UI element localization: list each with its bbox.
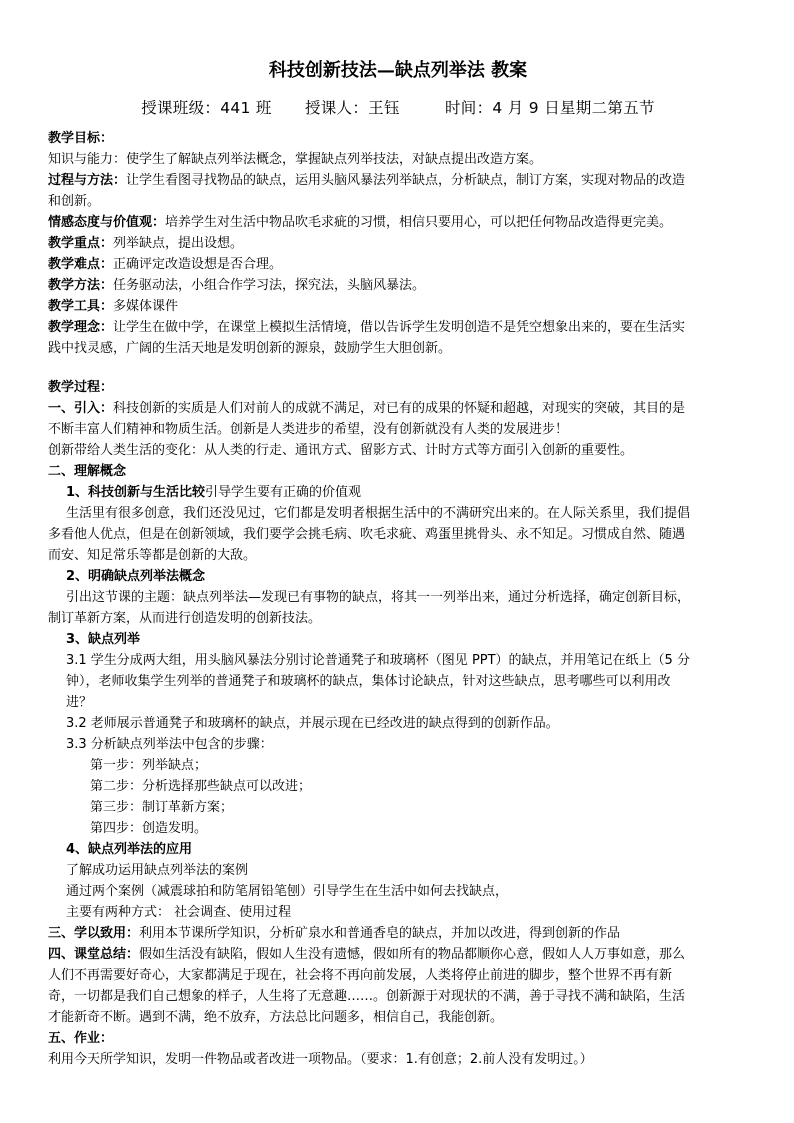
focus-text: 列举缺点，提出设想。 [113, 236, 244, 251]
time-info: 时间：4 月 9 日星期二第五节 [444, 99, 655, 117]
concept-heading: 二、理解概念 [48, 464, 127, 479]
apply-label: 三、学以致用： [48, 926, 140, 941]
section-3-1-cont: 钟），老师收集学生列举的普通凳子和玻璃杯的缺点，集体讨论缺点，针对这些缺点，思考哪些可以利用改 [66, 674, 671, 689]
summary-cont2: 奇，一切都是我们自己想象的样子，人生将了无意趣……。创新源于对现状的不满，善于寻找不满和缺陷，生活 [48, 989, 686, 1004]
tool [48, 296, 748, 317]
goal-emotion-text: 培养学生对生活中物品吹毛求疵的习惯，相信只要用心，可以把任何物品改造得更完美。 [165, 215, 673, 230]
homework-heading: 五、作业： [48, 1031, 114, 1046]
focus-label: 教学重点： [48, 236, 114, 251]
section-3-3: 3.3 分析缺点列举法中包含的步骤： [66, 737, 273, 752]
section-1-text: 引导学生要有正确的价值观 [205, 485, 362, 500]
goals-heading: 教学目标： [48, 131, 114, 146]
summary-cont: 人们不再需要好奇心，大家都满足于现在，社会将不再向前发展，人类将停止前进的脚步，整个世界不再有新 [48, 968, 673, 983]
intro-cont: 不断丰富人们精神和物质生活。创新是人类进步的希望，没有创新就没有人类的发展进步！ [48, 422, 569, 437]
section-4-label: 4、缺点列举法的应用 [66, 842, 193, 857]
goal-process [48, 170, 748, 191]
goal-emotion-label: 情感态度与价值观： [48, 215, 166, 230]
section-3-1: 3.1 学生分成两大组，用头脑风暴法分别讨论普通凳子和玻璃杯（图见 PPT）的缺点，并用笔记在纸上（5 分 [66, 653, 690, 668]
apply-text: 利用本节课所学知识，分析矿泉水和普通香皂的缺点，并加以改进，得到创新的作品 [139, 926, 621, 941]
step-item: 第一步：列举缺点； [90, 758, 208, 773]
idea-text: 让学生在做中学，在课堂上模拟生活情境，借以告诉学生发明创造不是凭空想象出来的，要在生活实 [113, 320, 686, 335]
section-1-para-3: 而安、知足常乐等都是创新的大敌。 [48, 548, 257, 563]
page-title: 科技创新技法—缺点列举法 教案 [268, 60, 528, 81]
section-3-label: 3、缺点列举 [66, 632, 141, 647]
class-info: 授课班级：441 班 [141, 99, 272, 117]
summary [48, 944, 748, 965]
intro [48, 398, 748, 419]
difficulty [48, 254, 748, 275]
section-4-para-3: 主要有两种方式： 社会调查、使用过程 [66, 905, 292, 920]
idea-cont: 践中找灵感，广阔的生活天地是发明创新的源泉，鼓励学生大胆创新。 [48, 341, 452, 356]
intro-label: 一、引入： [48, 401, 114, 416]
section-2-para-2: 制订革新方案，从而进行创造发明的创新技法。 [48, 611, 322, 626]
intro-cont2: 创新带给人类生活的变化：从人类的行走、通讯方式、留影方式、计时方式等方面引入创新的重要性。 [48, 443, 634, 458]
section-1-label: 1、科技创新与生活比较 [66, 485, 206, 500]
summary-text: 假如生活没有缺陷，假如人生没有遗憾，假如所有的物品都顺你心意，假如人人万事如意，那么 [139, 947, 686, 962]
focus [48, 233, 748, 254]
section-2-label: 2、明确缺点列举法概念 [66, 569, 206, 584]
goal-process-text: 让学生看图寻找物品的缺点，运用头脑风暴法列举缺点，分析缺点，制订方案，实现对物品的改造 [126, 173, 686, 188]
teacher-info: 授课人：王钰 [304, 99, 400, 117]
method-label: 教学方法： [48, 278, 114, 293]
header-info [48, 96, 748, 118]
difficulty-text: 正确评定改造设想是否合理。 [113, 257, 283, 272]
tool-label: 教学工具： [48, 299, 114, 314]
section-4-para-2: 通过两个案例（减震球拍和防笔屑铅笔刨）引导学生在生活中如何去找缺点， [66, 884, 509, 899]
idea [48, 317, 748, 338]
intro-text: 科技创新的实质是人们对前人的成就不满足，对已有的成果的怀疑和超越，对现实的突破，其目的是 [113, 401, 686, 416]
process-heading: 教学过程： [48, 380, 114, 395]
goal-process-label: 过程与方法： [48, 173, 127, 188]
summary-label: 四、课堂总结： [48, 947, 140, 962]
step-item: 第二步：分析选择那些缺点可以改进； [90, 779, 312, 794]
method [48, 275, 748, 296]
step-item: 第四步：创造发明。 [90, 821, 208, 836]
lesson-plan-page [48, 56, 748, 1070]
section-3-2: 3.2 老师展示普通凳子和玻璃杯的缺点，并展示现在已经改进的缺点得到的创新作品。 [66, 716, 559, 731]
goal-process-cont: 和创新。 [48, 194, 101, 209]
goal-knowledge: 知识与能力：使学生了解缺点列举法概念，掌握缺点列举技法，对缺点提出改造方案。 [48, 152, 543, 167]
homework-text: 利用今天所学知识，发明一件物品或者改进一项物品。（要求：1.有创意；2.前人没有发明过。） [48, 1052, 593, 1067]
summary-cont3: 才能新奇不断。遇到不满，绝不放弃，方法总比问题多，相信自己，我能创新。 [48, 1010, 504, 1025]
section-1-para: 生活里有很多创意，我们还没见过，它们都是发明者根据生活中的不满研究出来的。在人际关系里，我们提倡 [66, 506, 691, 521]
tool-text: 多媒体课件 [113, 299, 179, 314]
section-1 [48, 482, 748, 503]
idea-label: 教学理念： [48, 320, 114, 335]
difficulty-label: 教学难点： [48, 257, 114, 272]
section-1-para-2: 多看他人优点，但是在创新领域，我们要学会挑毛病、吹毛求疵、鸡蛋里挑骨头、永不知足。习惯成自然、随遇 [48, 527, 686, 542]
section-3-1-cont2: 进？ [66, 695, 93, 710]
apply [48, 923, 748, 944]
section-4-para: 了解成功运用缺点列举法的案例 [66, 863, 249, 878]
goal-emotion [48, 212, 748, 233]
method-text: 任务驱动法，小组合作学习法，探究法，头脑风暴法。 [113, 278, 426, 293]
section-2-para: 引出这节课的主题：缺点列举法—发现已有事物的缺点，将其一一列举出来，通过分析选择，确定创新目标， [66, 590, 691, 605]
step-item: 第三步：制订革新方案； [90, 800, 234, 815]
